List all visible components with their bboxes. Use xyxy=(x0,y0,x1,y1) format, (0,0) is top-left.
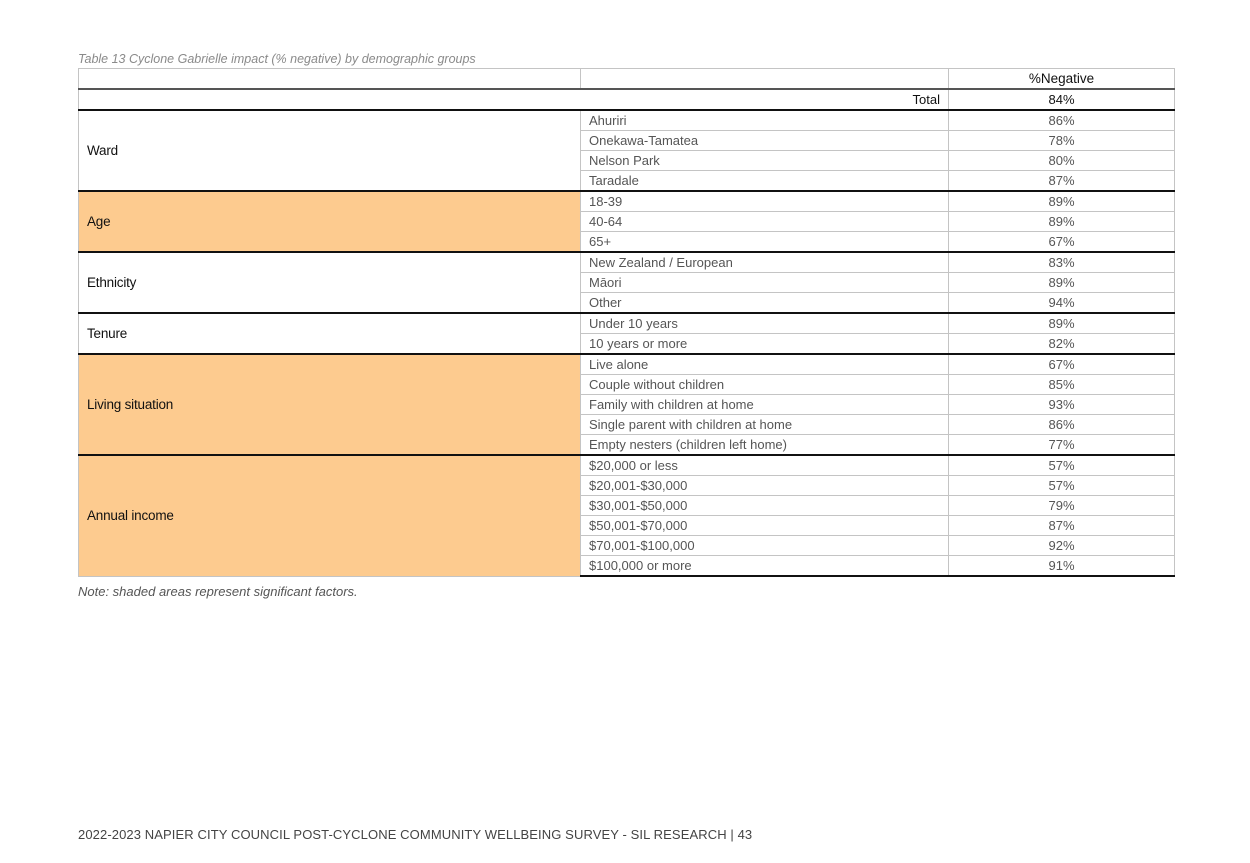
table-caption: Table 13 Cyclone Gabrielle impact (% negative) by demographic groups xyxy=(78,52,476,66)
demographic-impact-table xyxy=(78,68,1175,577)
group-label: Ethnicity xyxy=(79,252,581,313)
group-label: Living situation xyxy=(79,354,581,455)
negative-percent-value: 89% xyxy=(949,273,1175,293)
subgroup-label: $70,001-$100,000 xyxy=(581,536,949,556)
subgroup-label: Taradale xyxy=(581,171,949,192)
subgroup-label: Māori xyxy=(581,273,949,293)
group-label: Annual income xyxy=(79,455,581,576)
total-value: 84% xyxy=(949,89,1175,110)
negative-percent-value: 79% xyxy=(949,496,1175,516)
header-row xyxy=(79,69,1175,90)
subgroup-label: 18-39 xyxy=(581,191,949,212)
negative-percent-value: 93% xyxy=(949,395,1175,415)
table-note: Note: shaded areas represent significant factors. xyxy=(78,584,358,599)
table-row xyxy=(79,455,1175,476)
subgroup-label: 40-64 xyxy=(581,212,949,232)
negative-percent-value: 77% xyxy=(949,435,1175,456)
subgroup-label: Nelson Park xyxy=(581,151,949,171)
group-label: Tenure xyxy=(79,313,581,354)
subgroup-label: Couple without children xyxy=(581,375,949,395)
negative-percent-value: 57% xyxy=(949,476,1175,496)
header-blank-cell xyxy=(79,69,581,90)
subgroup-label: $20,000 or less xyxy=(581,455,949,476)
negative-percent-value: 89% xyxy=(949,191,1175,212)
subgroup-label: Single parent with children at home xyxy=(581,415,949,435)
subgroup-label: Onekawa-Tamatea xyxy=(581,131,949,151)
negative-percent-value: 78% xyxy=(949,131,1175,151)
subgroup-label: Ahuriri xyxy=(581,110,949,131)
table-row xyxy=(79,110,1175,131)
group-label: Ward xyxy=(79,110,581,191)
table-body xyxy=(79,69,1175,577)
subgroup-label: 65+ xyxy=(581,232,949,253)
negative-percent-value: 82% xyxy=(949,334,1175,355)
subgroup-label: Live alone xyxy=(581,354,949,375)
negative-percent-value: 86% xyxy=(949,110,1175,131)
table-row xyxy=(79,313,1175,334)
negative-percent-value: 80% xyxy=(949,151,1175,171)
subgroup-label: Family with children at home xyxy=(581,395,949,415)
negative-percent-value: 91% xyxy=(949,556,1175,577)
total-label: Total xyxy=(79,89,949,110)
page-footer: 2022-2023 NAPIER CITY COUNCIL POST-CYCLONE COMMUNITY WELLBEING SURVEY - SIL RESEARCH | 43 xyxy=(78,827,753,842)
negative-percent-value: 57% xyxy=(949,455,1175,476)
subgroup-label: $20,001-$30,000 xyxy=(581,476,949,496)
group-label: Age xyxy=(79,191,581,252)
subgroup-label: Other xyxy=(581,293,949,314)
negative-percent-value: 85% xyxy=(949,375,1175,395)
negative-percent-value: 87% xyxy=(949,516,1175,536)
total-row xyxy=(79,89,1175,110)
negative-percent-value: 67% xyxy=(949,354,1175,375)
negative-percent-value: 83% xyxy=(949,252,1175,273)
subgroup-label: $50,001-$70,000 xyxy=(581,516,949,536)
header-blank-cell xyxy=(581,69,949,90)
subgroup-label: Empty nesters (children left home) xyxy=(581,435,949,456)
column-header-negative: %Negative xyxy=(949,69,1175,90)
subgroup-label: $100,000 or more xyxy=(581,556,949,577)
table-row xyxy=(79,354,1175,375)
subgroup-label: Under 10 years xyxy=(581,313,949,334)
subgroup-label: New Zealand / European xyxy=(581,252,949,273)
table-row xyxy=(79,191,1175,212)
subgroup-label: 10 years or more xyxy=(581,334,949,355)
negative-percent-value: 87% xyxy=(949,171,1175,192)
table-row xyxy=(79,252,1175,273)
subgroup-label: $30,001-$50,000 xyxy=(581,496,949,516)
negative-percent-value: 89% xyxy=(949,313,1175,334)
negative-percent-value: 67% xyxy=(949,232,1175,253)
negative-percent-value: 92% xyxy=(949,536,1175,556)
negative-percent-value: 86% xyxy=(949,415,1175,435)
negative-percent-value: 94% xyxy=(949,293,1175,314)
negative-percent-value: 89% xyxy=(949,212,1175,232)
